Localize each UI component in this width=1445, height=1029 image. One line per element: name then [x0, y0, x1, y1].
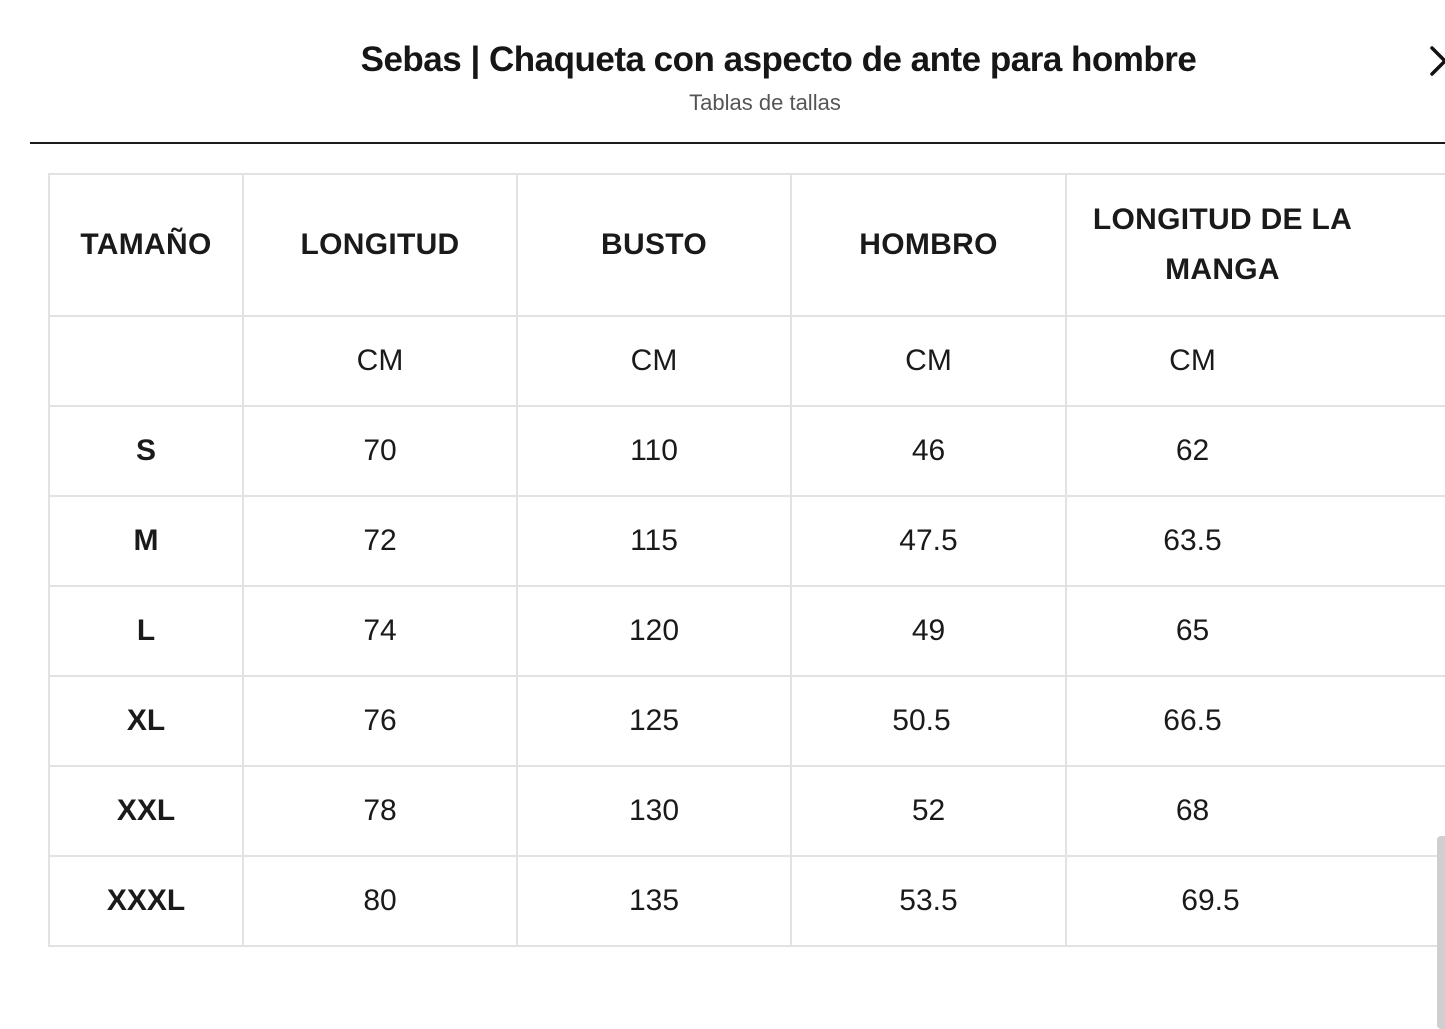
length-value: 78: [243, 766, 517, 856]
shoulder-value: 46: [791, 406, 1066, 496]
sleeve-length-value: 65: [1066, 586, 1445, 676]
page-title: Sebas | Chaqueta con aspecto de ante para hombre: [360, 40, 1197, 79]
length-value: 76: [243, 676, 517, 766]
bust-value: 110: [517, 406, 791, 496]
length-value: 70: [243, 406, 517, 496]
column-header-size: TAMAÑO: [49, 174, 243, 316]
length-value: 80: [243, 856, 517, 946]
bust-value: 120: [517, 586, 791, 676]
bust-value: 115: [517, 496, 791, 586]
shoulder-value: 53.5: [791, 856, 1066, 946]
shoulder-value: 52: [791, 766, 1066, 856]
page-subtitle: Tablas de tallas: [689, 90, 841, 115]
close-button[interactable]: [1428, 42, 1445, 80]
scrollbar-thumb[interactable]: [1437, 836, 1445, 1029]
unit-cell: CM: [791, 316, 1066, 406]
size-label: L: [49, 586, 243, 676]
bust-value: 130: [517, 766, 791, 856]
shoulder-value: 49: [791, 586, 1066, 676]
table-row: [49, 676, 1445, 766]
column-header-bust: BUSTO: [517, 174, 791, 316]
table-row: [49, 586, 1445, 676]
size-chart-table: [48, 173, 1445, 947]
sleeve-length-value: 62: [1066, 406, 1445, 496]
shoulder-value: 50.5: [791, 676, 1066, 766]
unit-cell: CM: [517, 316, 791, 406]
units-row: [49, 316, 1445, 406]
close-icon: [1428, 42, 1445, 80]
sleeve-length-value: 69.5: [1066, 856, 1445, 946]
column-header-shoulder: HOMBRO: [791, 174, 1066, 316]
bust-value: 125: [517, 676, 791, 766]
column-header-sleeve-length: LONGITUD DE LA MANGA: [1066, 174, 1445, 316]
column-header-length: LONGITUD: [243, 174, 517, 316]
table-row: [49, 856, 1445, 946]
table-row: [49, 496, 1445, 586]
unit-cell: CM: [243, 316, 517, 406]
unit-cell: [49, 316, 243, 406]
size-chart-header: [0, 0, 1445, 145]
table-header-row: [49, 174, 1445, 316]
length-value: 74: [243, 586, 517, 676]
shoulder-value: 47.5: [791, 496, 1066, 586]
table-row: [49, 406, 1445, 496]
table-row: [49, 766, 1445, 856]
size-label: XXXL: [49, 856, 243, 946]
bust-value: 135: [517, 856, 791, 946]
sleeve-length-value: 63.5: [1066, 496, 1445, 586]
header-divider: [30, 142, 1445, 144]
sleeve-length-value: 66.5: [1066, 676, 1445, 766]
size-label: M: [49, 496, 243, 586]
size-label: XXL: [49, 766, 243, 856]
size-label: S: [49, 406, 243, 496]
unit-cell: CM: [1066, 316, 1445, 406]
size-label: XL: [49, 676, 243, 766]
sleeve-length-value: 68: [1066, 766, 1445, 856]
length-value: 72: [243, 496, 517, 586]
